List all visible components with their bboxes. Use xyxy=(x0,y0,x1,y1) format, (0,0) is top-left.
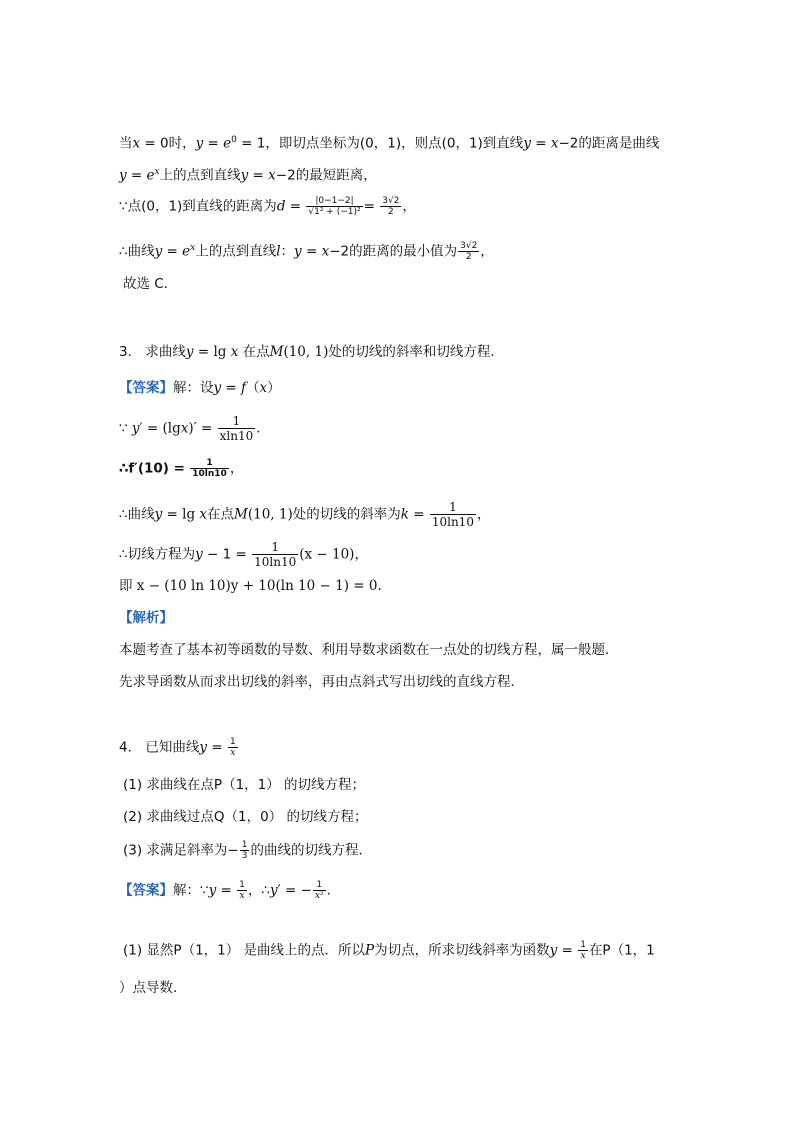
text: 的距离是曲线 xyxy=(578,135,660,152)
text: 的最短距离， xyxy=(295,167,377,184)
text-line xyxy=(119,576,382,596)
text: (3) 求满足斜率为 xyxy=(123,842,228,859)
fraction: $\frac{1}{x}$ xyxy=(580,940,586,961)
text: 本题考查了基本初等函数的导数、利用导数求函数在一点处的切线方程，属一般题． xyxy=(119,642,619,658)
text: 4． 已知曲线 xyxy=(119,739,200,756)
text: 的切线方程； xyxy=(284,777,366,793)
fraction: $\frac{1}{x}$ xyxy=(229,737,236,758)
text: 先求导函数从而求出切线的斜率，再由点斜式写出切线的直线方程． xyxy=(119,674,524,690)
text: ）点导数． xyxy=(119,980,187,996)
text: 的距离的最小值为 xyxy=(349,243,458,260)
answer-tag: 【答案】 xyxy=(119,882,173,899)
text: ， xyxy=(480,243,494,260)
text: ∴切线方程为 xyxy=(119,546,196,563)
question-3-title: 3． 求曲线y = lg x 在点M(10, 1)处的切线的斜率和切线方程． xyxy=(119,344,504,360)
text: 在 xyxy=(588,942,603,959)
text: (x − 10)， xyxy=(299,546,368,563)
text: 的曲线的切线方程． xyxy=(250,842,372,859)
text-line: ∴曲线y = lg x在点M(10, 1)处的切线的斜率为k = $\frac{1}{10\ln 10}$ ， xyxy=(119,500,491,529)
text: . xyxy=(326,882,331,899)
fraction: $\frac{1}{10\ln 10}$ xyxy=(431,500,474,529)
text-line xyxy=(123,807,368,827)
text: P（1，1） xyxy=(173,942,240,959)
text-line: (3) 求满足斜率为− $\frac{1}{3}$ 的曲线的切线方程． xyxy=(123,840,372,861)
fraction: $\frac{3√2}{2}$ xyxy=(460,241,478,262)
text: ，∴ xyxy=(247,882,270,899)
text: 当 xyxy=(119,135,133,152)
text-line: ∵点(0，1)到直线的距离为d = $\frac{|0-1-2|}{\text{√1² + (−1)²}}$ = $\frac{3√2}{2}$ ， xyxy=(119,196,416,217)
fraction: $\frac{1}{x}$ xyxy=(239,880,245,901)
text-line xyxy=(119,608,173,628)
text-line xyxy=(119,458,243,479)
fraction: $\frac{1}{\text{x²}}$ xyxy=(314,880,324,901)
text-line: ∵ y′ = (lgx)′ = $\frac{1}{xln10}$ ． xyxy=(119,414,270,443)
text-line: ∴切线方程为y − 1 = $\frac{1}{10\ln 10}$ (x − 10)， xyxy=(119,540,368,569)
text: Q（1，0） xyxy=(213,809,283,825)
text: 在点 xyxy=(242,344,270,360)
text: 上的点到直线 xyxy=(159,167,241,184)
text: ， xyxy=(229,460,244,477)
fraction: $\frac{3√2}{2}$ xyxy=(382,196,400,217)
text: 处的切线的斜率和切线方程． xyxy=(328,344,504,360)
text: ∴f′(10) = xyxy=(119,460,185,477)
answer-tag: 【答案】 xyxy=(119,380,173,396)
text: 的切线方程； xyxy=(286,809,368,825)
text-line: 【答案】解：设y = f（x） xyxy=(119,380,281,396)
text-line xyxy=(119,978,187,998)
text-line xyxy=(119,672,524,692)
text: (2) 求曲线过点 xyxy=(123,809,214,825)
text: ∵ xyxy=(119,420,128,437)
text: ， xyxy=(402,198,416,215)
analysis-tag: 【解析】 xyxy=(119,610,173,626)
text: ，即切点坐标为(0，1)，则点(0，1)到直线 xyxy=(265,135,524,152)
fraction: $\frac{1}{3}$ xyxy=(241,840,248,861)
text: (1) 求曲线在点 xyxy=(123,777,214,793)
fraction: $\frac{1}{xln10}$ xyxy=(219,414,254,443)
text-line: (1) 显然P（1，1） 是曲线上的点．所以P为切点，所求切线斜率为函数y = $\frac{1}{x}$ 在P（1，1 xyxy=(123,940,655,961)
text: 3． 求曲线 xyxy=(119,344,186,360)
text: 在点 xyxy=(207,506,235,523)
text: 解：∵ xyxy=(173,882,209,899)
text: ， xyxy=(476,506,491,523)
text: 是曲线上的点．所以 xyxy=(243,942,366,959)
text-line: 【答案】解：∵y = $\frac{1}{x}$ ，∴y′ = − $\frac{1}{\text{x²}}$ . xyxy=(119,880,331,901)
text: ． xyxy=(256,420,270,437)
text-line xyxy=(123,775,365,795)
text: 故选 C． xyxy=(123,276,178,292)
text-line xyxy=(123,274,177,294)
text: ∵点(0，1)到直线的距离为 xyxy=(119,198,277,215)
text-line: 当x = 0时，$y = e^0 = 1$，即切点坐标为(0，1)，则点(0，1)到直线y = x−2的距离是曲线 xyxy=(119,135,660,152)
text: P（1，1 xyxy=(602,942,655,959)
text-line: ∴曲线$y = e^x$上的点到直线l：y = x−2的距离的最小值为 $\frac{3√2}{2}$ ， xyxy=(119,241,494,262)
text: 为切点，所求切线斜率为函数 xyxy=(374,942,550,959)
text: 即 x − (10 ln 10)y + 10(ln 10 − 1) = 0. xyxy=(119,578,382,594)
text: P（1，1） xyxy=(213,777,280,793)
text-line xyxy=(119,640,619,660)
text: (1) 显然 xyxy=(123,942,174,959)
text: ∴曲线 xyxy=(119,506,155,523)
text: ∴曲线 xyxy=(119,243,155,260)
text: 解：设 xyxy=(173,380,214,396)
question-4-title: 4． 已知曲线y = $\frac{1}{x}$ xyxy=(119,737,236,758)
fraction: $\frac{|0-1-2|}{\text{√1² + (−1)²}}$ xyxy=(308,196,361,217)
text: 处的切线的斜率为 xyxy=(292,506,401,523)
text: 上的点到直线 xyxy=(195,243,277,260)
text: 时， xyxy=(168,135,196,152)
fraction: $\frac{1}{10\ln 10}$ xyxy=(254,540,297,569)
text-line: $y = e^x$上的点到直线y = x−2的最短距离， xyxy=(119,167,377,184)
fraction: $\frac{1}{10\ln 10}$ xyxy=(192,458,227,479)
